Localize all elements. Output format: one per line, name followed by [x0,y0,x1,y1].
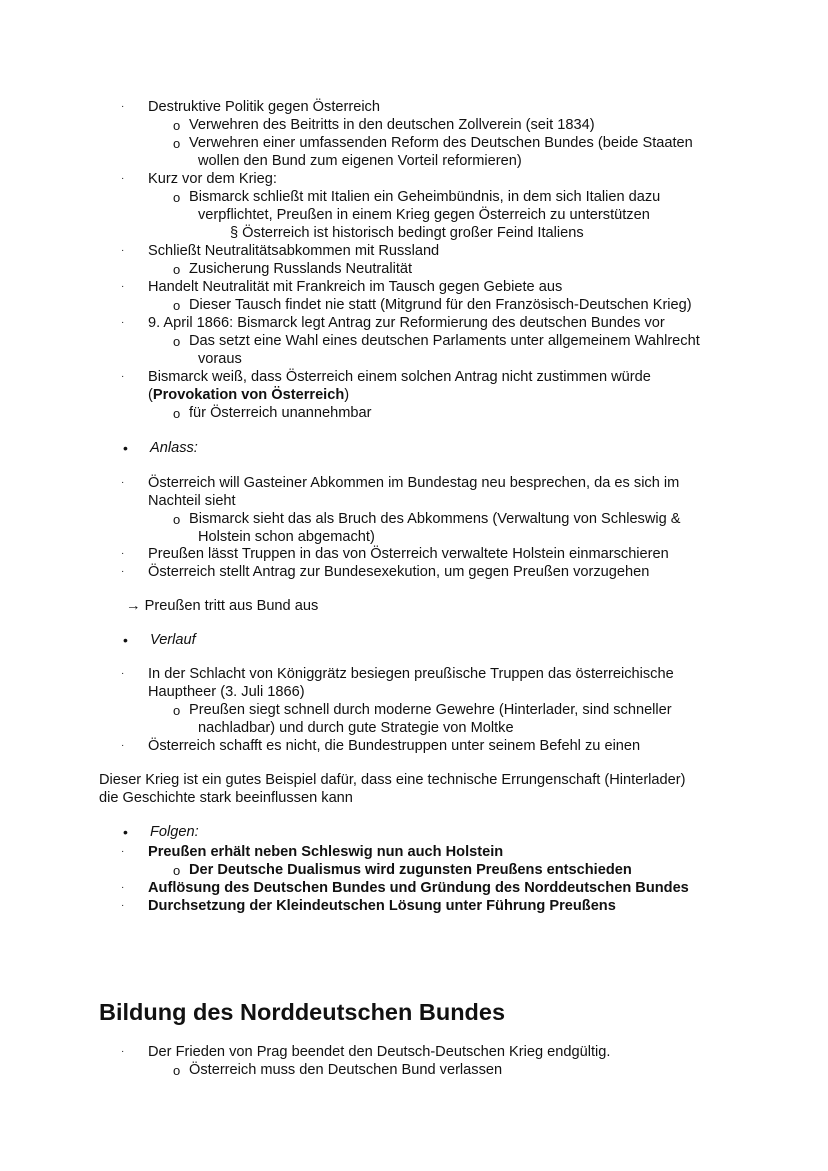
list-bullet: · [121,566,125,577]
list-bullet: · [121,245,125,256]
conclusion-line: → Preußen tritt aus Bund aus [126,598,319,614]
list-item: Der Frieden von Prag beendet den Deutsch-Deutschen Krieg endgültig. [148,1044,611,1060]
list-item: Österreich will Gasteiner Abkommen im Bundestag neu besprechen, da es sich im [148,475,680,491]
list-item: Auflösung des Deutschen Bundes und Gründung des Norddeutschen Bundes [148,880,689,896]
list-bullet: · [121,900,125,911]
list-item: Preußen erhält neben Schleswig nun auch Holstein [148,844,504,860]
sub-item: Preußen siegt schnell durch moderne Gewehre (Hinterlader, sind schneller [189,702,672,718]
sub-bullet: o [173,1063,181,1078]
sub-item: Bismarck sieht das als Bruch des Abkommens (Verwaltung von Schleswig & [189,511,681,527]
list-item-continued: Nachteil sieht [148,493,236,509]
list-bullet: · [121,548,125,559]
section-bullet: • [123,824,128,840]
list-item: Österreich stellt Antrag zur Bundesexekution, um gegen Preußen vorzugehen [148,564,650,580]
list-item: Preußen lässt Truppen in das von Österreich verwaltete Holstein einmarschieren [148,546,669,562]
list-item: Handelt Neutralität mit Frankreich im Tausch gegen Gebiete aus [148,279,563,295]
section-label: Anlass: [150,440,198,456]
section-heading: Bildung des Norddeutschen Bundes [99,999,506,1025]
section-label: Verlauf [150,632,196,648]
emphasis-text: Provokation von Österreich [152,387,345,403]
list-item: Bismarck weiß, dass Österreich einem solchen Antrag nicht zustimmen würde [148,369,651,385]
list-bullet: · [121,281,125,292]
list-bullet: · [121,317,125,328]
sub-bullet: o [173,334,181,349]
sub-item: Dieser Tausch findet nie statt (Mitgrund für den Französisch-Deutschen Krieg) [189,297,692,313]
list-bullet: · [121,1046,125,1057]
sub-item: Das setzt eine Wahl eines deutschen Parlaments unter allgemeinem Wahlrecht [189,333,700,349]
list-item: Kurz vor dem Krieg: [148,171,277,187]
sub-bullet: o [173,703,181,718]
sub-item-continued: wollen den Bund zum eigenen Vorteil reformieren) [198,153,522,169]
sub-bullet: o [173,136,181,151]
sub-bullet: o [173,190,181,205]
paren-open: ( [148,387,153,403]
section-bullet: • [123,440,128,456]
sub-item: Verwehren einer umfassenden Reform des Deutschen Bundes (beide Staaten [189,135,693,151]
list-item: Schließt Neutralitätsabkommen mit Russland [148,243,440,259]
sub-bullet: o [173,298,181,313]
paragraph-line: die Geschichte stark beeinflussen kann [99,790,353,806]
sub-item-continued: Holstein schon abgemacht) [198,529,375,545]
list-bullet: · [121,740,125,751]
list-item: Durchsetzung der Kleindeutschen Lösung unter Führung Preußens [148,898,616,914]
list-bullet: · [121,101,125,112]
sub-bullet: o [173,863,181,878]
list-item: Destruktive Politik gegen Österreich [148,99,380,115]
list-item: 9. April 1866: Bismarck legt Antrag zur Reformierung des deutschen Bundes vor [148,315,665,331]
section-bullet: • [123,632,128,648]
sub-bullet: o [173,262,181,277]
list-item: Österreich schafft es nicht, die Bundestruppen unter seinem Befehl zu einen [148,738,641,754]
section-label: Folgen: [150,824,199,840]
list-bullet: · [121,882,125,893]
list-bullet: · [121,477,125,488]
list-item-continued: Hauptheer (3. Juli 1866) [148,684,305,700]
list-bullet: · [121,173,125,184]
sub-item: Zusicherung Russlands Neutralität [189,261,413,277]
sub-item-continued: voraus [198,351,242,367]
sub-item: Österreich muss den Deutschen Bund verlassen [189,1062,503,1078]
list-item-continued [148,386,349,404]
sub-item: Bismarck schließt mit Italien ein Geheimbündnis, in dem sich Italien dazu [189,189,661,205]
sub-bullet: o [173,406,181,421]
sub-item: Der Deutsche Dualismus wird zugunsten Preußens entschieden [189,862,632,878]
sub-item-continued: nachladbar) und durch gute Strategie von Moltke [198,720,514,736]
list-bullet: · [121,846,125,857]
sub-sub-item: § Österreich ist historisch bedingt großer Feind Italiens [230,225,584,241]
paragraph-line: Dieser Krieg ist ein gutes Beispiel dafür, dass eine technische Errungenschaft (Hinterlader) [99,772,686,788]
sub-bullet: o [173,512,181,527]
list-bullet: · [121,371,125,382]
sub-item: Verwehren des Beitritts in den deutschen Zollverein (seit 1834) [189,117,595,133]
sub-item: für Österreich unannehmbar [189,405,372,421]
list-item: In der Schlacht von Königgrätz besiegen preußische Truppen das österreichische [148,666,674,682]
paren-close: ) [344,387,350,403]
sub-item-continued: verpflichtet, Preußen in einem Krieg gegen Österreich zu unterstützen [198,207,650,223]
list-bullet: · [121,668,125,679]
sub-bullet: o [173,118,181,133]
